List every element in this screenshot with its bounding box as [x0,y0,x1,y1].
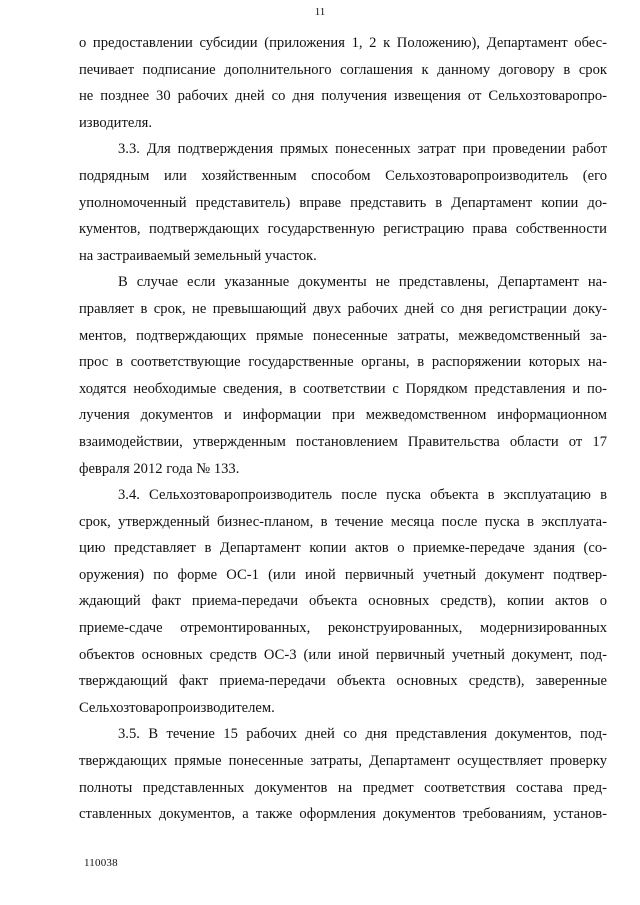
text-line: 3.3. Для подтверждения прямых понесенных затрат при проведении работ [118,141,607,158]
paragraph-3-5 [79,721,607,827]
text-line: приеме-сдаче отремонтированных, реконструированных, модернизированных [79,620,607,637]
text-line: о предоставлении субсидии (приложения 1, 2 к Положению), Департамент обес- [79,35,607,51]
text-line: 3.5. В течение 15 рабочих дней со дня представления документов, под- [118,726,607,743]
text-line: прос в соответствующие государственные органы, в распоряжении которых на- [79,354,607,371]
text-line: Сельхозтоваропроизводителем. [79,699,275,716]
text-line: на застраиваемый земельный участок. [79,247,317,264]
paragraph-documents-not-provided [79,269,607,482]
text-line: цию представляет в Департамент копии актов о приемке-передаче здания (со- [79,540,607,557]
text-line: 3.4. Сельхозтоваропроизводитель после пуска объекта в эксплуатацию в [118,487,607,504]
text-line: полноты представленных документов на предмет соответствия состава пред- [79,779,607,796]
text-line: не позднее 30 рабочих дней со дня получения извещения от Сельхозтоваропро- [79,88,607,105]
text-line: оружения) по форме ОС-1 (или иной первичный учетный документ подтвер- [79,566,607,583]
page-number: 11 [314,6,326,18]
text-line: ставленных документов, а также оформления документов требованиям, установ- [79,806,607,823]
document-body [79,30,607,828]
text-line: правляет в срок, не превышающий двух рабочих дней со дня регистрации доку- [79,300,607,317]
text-line: ждающий факт приема-передачи объекта основных средств), копии актов о [79,593,607,610]
text-line: печивает подписание дополнительного соглашения к данному договору в срок [79,61,607,78]
text-line: уполномоченный представитель) вправе представить в Департамент копии до- [79,194,607,211]
text-line: подрядным или хозяйственным способом Сельхозтоваропроизводитель (его [79,167,607,184]
paragraph-3-4 [79,482,607,721]
document-code: 110038 [84,857,118,869]
text-line: ментов, подтверждающих прямые понесенные затраты, межведомственный за- [79,327,607,344]
text-line: срок, утвержденный бизнес-планом, в течение месяца после пуска в эксплуата- [79,513,607,530]
text-line: февраля 2012 года № 133. [79,460,240,477]
text-line: ходятся необходимые сведения, в соответствии с Порядком представления и по- [79,380,607,397]
text-line: лучения документов и информации при межведомственном информационном [79,407,607,424]
text-line: кументов, подтверждающих государственную регистрацию права собственности [79,221,607,238]
paragraph-3-3 [79,136,607,269]
text-line: В случае если указанные документы не представлены, Департамент на- [118,274,607,291]
text-line: тверждающих прямые понесенные затраты, Департамент осуществляет проверку [79,753,607,770]
text-line: взаимодействии, утвержденным постановлением Правительства области от 17 [79,433,607,450]
text-line: тверждающий факт приема-передачи объекта основных средств), заверенные [79,673,607,690]
paragraph-continuation [79,30,607,136]
text-line: изводителя. [79,114,152,131]
text-line: объектов основных средств ОС-3 (или иной первичный учетный документ, под- [79,646,607,663]
